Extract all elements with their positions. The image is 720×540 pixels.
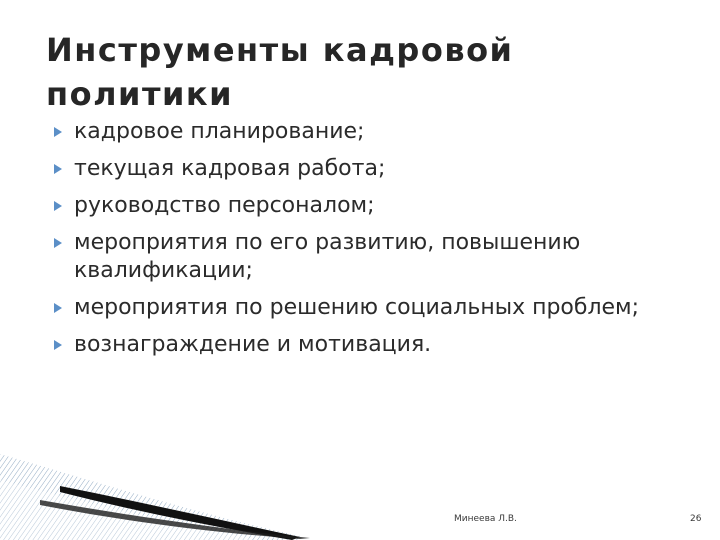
list-item-text: мероприятия по решению социальных проблем; xyxy=(74,295,640,320)
triangle-bullet-icon xyxy=(54,164,62,174)
page-number: 26 xyxy=(690,514,702,524)
bullet-list xyxy=(48,118,668,368)
list-item xyxy=(48,155,668,183)
list-item xyxy=(48,192,668,220)
list-item-text: вознаграждение и мотивация. xyxy=(74,332,432,357)
decorative-wave-graphic xyxy=(0,440,340,540)
triangle-bullet-icon xyxy=(54,201,62,211)
triangle-bullet-icon xyxy=(54,238,62,248)
list-item-text: текущая кадровая работа; xyxy=(74,156,386,181)
list-item-text: мероприятия по его развитию, повышению квалификации; xyxy=(74,230,581,283)
list-item xyxy=(48,118,668,146)
footer-author: Минеева Л.В. xyxy=(454,514,517,524)
list-item xyxy=(48,229,668,285)
triangle-bullet-icon xyxy=(54,127,62,137)
triangle-bullet-icon xyxy=(54,340,62,350)
triangle-bullet-icon xyxy=(54,303,62,313)
list-item xyxy=(48,294,668,322)
list-item-text: руководство персоналом; xyxy=(74,193,375,218)
slide-title: Инструменты кадровой политики xyxy=(46,31,514,113)
list-item-text: кадровое планирование; xyxy=(74,119,365,144)
list-item xyxy=(48,331,668,359)
